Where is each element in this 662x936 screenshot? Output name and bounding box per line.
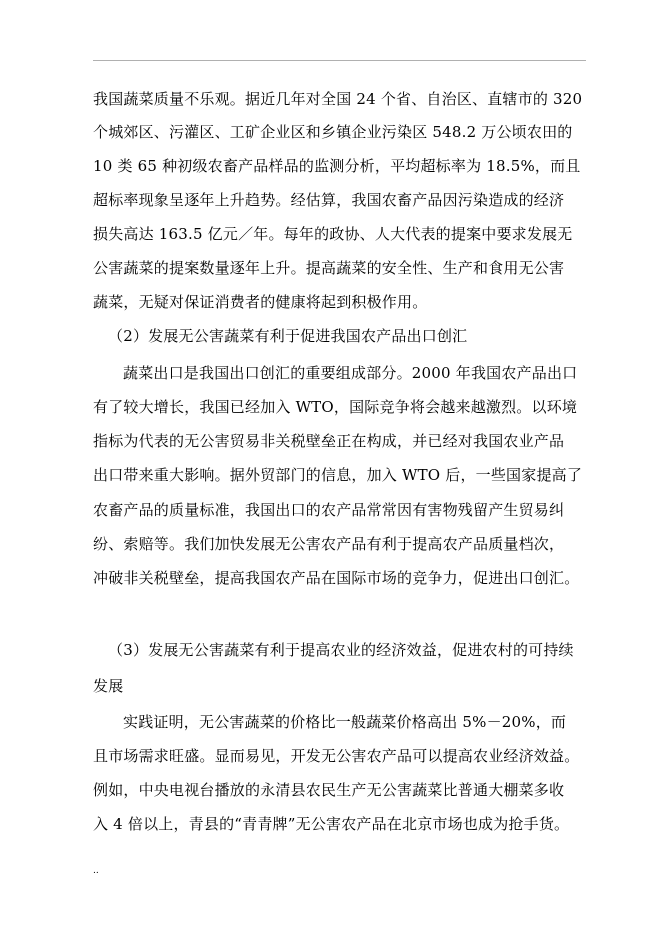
- paragraph-2-line-3: 指标为代表的无公害贸易非关税壁垒正在构成，并已经对我国农业产品: [93, 432, 565, 450]
- paragraph-2-line-1: 蔬菜出口是我国出口创汇的重要组成部分。2000 年我国农产品出口: [123, 364, 578, 382]
- paragraph-2-line-5: 农畜产品的质量标准，我国出口的农产品常常因有害物残留产生贸易纠: [93, 501, 565, 519]
- paragraph-2-line-7: 冲破非关税壁垒，提高我国农产品在国际市场的竞争力，促进出口创汇。: [93, 569, 580, 587]
- paragraph-1-line-4: 超标率现象呈逐年上升趋势。经估算，我国农畜产品因污染造成的经济: [93, 191, 565, 209]
- paragraph-1-line-5: 损失高达 163.5 亿元／年。每年的政协、人大代表的提案中要求发展无: [93, 225, 573, 243]
- section-heading-2: （2）发展无公害蔬菜有利于促进我国农产品出口创汇: [108, 327, 468, 345]
- paragraph-1-line-3: 10 类 65 种初级农畜产品样品的监测分析，平均超标率为 18.5%，而且: [93, 157, 581, 175]
- paragraph-2-line-4: 出口带来重大影响。据外贸部门的信息，加入 WTO 后，一些国家提高了: [93, 466, 583, 484]
- paragraph-1-line-1: 我国蔬菜质量不乐观。据近几年对全国 24 个省、自治区、直辖市的 320: [93, 90, 583, 108]
- footer-mark: ..: [93, 866, 99, 876]
- paragraph-2-line-2: 有了较大增长，我国已经加入 WTO，国际竞争将会越来越激烈。以环境: [93, 398, 578, 416]
- paragraph-2-line-6: 纷、索赔等。我们加快发展无公害农产品有利于提高农产品质量档次，: [93, 535, 565, 553]
- paragraph-3-line-2: 且市场需求旺盛。显而易见，开发无公害农产品可以提高农业经济效益。: [93, 747, 580, 765]
- header-rule: [93, 60, 586, 61]
- section-heading-3-line-1: （3）发展无公害蔬菜有利于提高农业的经济效益，促进农村的可持续: [108, 641, 574, 659]
- section-heading-3-line-2: 发展: [93, 677, 124, 695]
- paragraph-3-line-3: 例如，中央电视台播放的永清县农民生产无公害蔬菜比普通大棚菜多收: [93, 781, 565, 799]
- paragraph-1-line-6: 公害蔬菜的提案数量逐年上升。提高蔬菜的安全性、生产和食用无公害: [93, 259, 565, 277]
- paragraph-1-line-2: 个城郊区、污灌区、工矿企业区和乡镇企业污染区 548.2 万公顷农田的: [93, 123, 573, 141]
- paragraph-1-line-7: 蔬菜，无疑对保证消费者的健康将起到积极作用。: [93, 293, 428, 311]
- paragraph-3-line-1: 实践证明，无公害蔬菜的价格比一般蔬菜价格高出 5%－20%，而: [123, 713, 567, 731]
- paragraph-3-line-4: 入 4 倍以上，青县的“青青牌”无公害农产品在北京市场也成为抢手货。: [93, 815, 570, 833]
